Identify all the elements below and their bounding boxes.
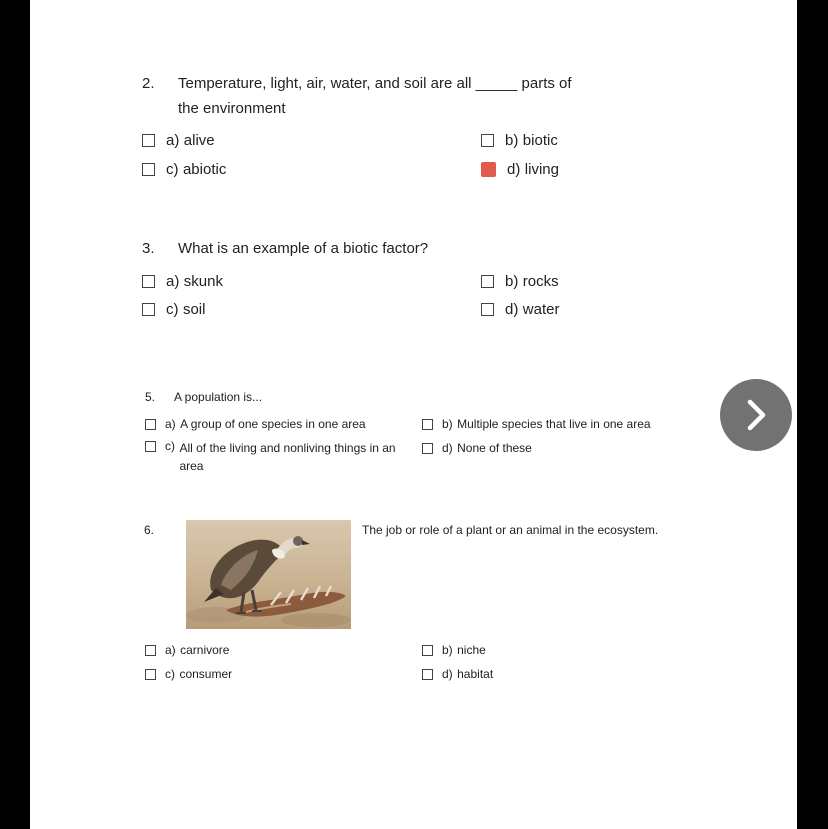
question-2-option-d[interactable]: [481, 160, 559, 178]
checkbox[interactable]: [422, 645, 433, 656]
option-text: rocks: [522, 272, 559, 290]
question-3-option-c[interactable]: [142, 300, 205, 318]
option-text: abiotic: [182, 160, 227, 178]
question-5-option-a[interactable]: [145, 415, 366, 433]
checkbox[interactable]: [481, 134, 494, 147]
option-text: consumer: [179, 667, 233, 681]
question-6-text: The job or role of a plant or an animal in the ecosystem.: [362, 523, 659, 537]
option-letter: a): [165, 417, 176, 431]
checkbox[interactable]: [145, 669, 156, 680]
checkbox[interactable]: [142, 163, 155, 176]
option-letter: b): [505, 131, 519, 149]
option-text: Multiple species that live in one area: [457, 417, 651, 431]
question-3-number: 3.: [142, 240, 155, 257]
option-text: alive: [183, 131, 215, 149]
checkbox[interactable]: [145, 441, 156, 452]
question-5-option-d[interactable]: [422, 439, 532, 457]
question-6-option-d[interactable]: [422, 665, 493, 683]
question-6-option-b[interactable]: [422, 641, 486, 659]
question-5-option-b[interactable]: [422, 415, 651, 433]
option-letter: a): [165, 643, 176, 657]
option-letter: c): [165, 667, 175, 681]
question-2-option-c[interactable]: [142, 160, 226, 178]
option-letter: d): [442, 667, 453, 681]
question-6-option-c[interactable]: [145, 665, 232, 683]
checkbox[interactable]: [481, 303, 494, 316]
question-5-text: A population is...: [174, 390, 263, 404]
question-3-text: What is an example of a biotic factor?: [178, 240, 429, 257]
checkbox[interactable]: [142, 303, 155, 316]
option-letter: b): [505, 272, 519, 290]
question-6-option-a[interactable]: [145, 641, 229, 659]
option-text: living: [524, 160, 559, 178]
checkbox[interactable]: [422, 419, 433, 430]
question-2-option-a[interactable]: [142, 131, 215, 149]
option-text: niche: [457, 643, 486, 657]
option-letter: d): [442, 441, 453, 455]
checkbox[interactable]: [142, 275, 155, 288]
option-letter: c): [166, 300, 179, 318]
option-letter: a): [166, 272, 180, 290]
option-text: soil: [182, 300, 206, 318]
question-2-text-line2: the environment: [178, 100, 286, 117]
question-6-number: 6.: [144, 523, 155, 537]
option-letter: d): [505, 300, 519, 318]
option-text: carnivore: [180, 643, 230, 657]
question-5-number: 5.: [145, 390, 156, 404]
option-text: water: [522, 300, 560, 318]
option-letter: c): [165, 439, 175, 453]
next-page-button[interactable]: [720, 379, 792, 451]
checkbox-checked[interactable]: [481, 162, 496, 177]
question-2-option-b[interactable]: [481, 131, 558, 149]
option-letter: b): [442, 417, 453, 431]
option-letter: a): [166, 131, 180, 149]
option-text: biotic: [522, 131, 558, 149]
checkbox[interactable]: [145, 645, 156, 656]
checkbox[interactable]: [422, 669, 433, 680]
option-text: skunk: [183, 272, 223, 290]
option-text: All of the living and nonliving things in an area: [179, 441, 396, 473]
option-text: None of these: [457, 441, 532, 455]
checkbox[interactable]: [142, 134, 155, 147]
question-3-option-a[interactable]: [142, 272, 223, 290]
vulture-photo: [186, 520, 351, 629]
option-text: habitat: [457, 667, 494, 681]
checkbox[interactable]: [481, 275, 494, 288]
checkbox[interactable]: [422, 443, 433, 454]
question-3-option-d[interactable]: [481, 300, 559, 318]
checkbox[interactable]: [145, 419, 156, 430]
worksheet-page: [30, 0, 797, 829]
option-letter: c): [166, 160, 179, 178]
option-text: A group of one species in one area: [180, 417, 366, 431]
question-5-option-c[interactable]: [145, 439, 415, 475]
chevron-right-icon: [739, 398, 773, 432]
option-letter: d): [507, 160, 521, 178]
question-2-text-line1: Temperature, light, air, water, and soil are all _____ parts of: [178, 75, 572, 92]
question-3-option-b[interactable]: [481, 272, 559, 290]
question-2-number: 2.: [142, 75, 155, 92]
option-letter: b): [442, 643, 453, 657]
